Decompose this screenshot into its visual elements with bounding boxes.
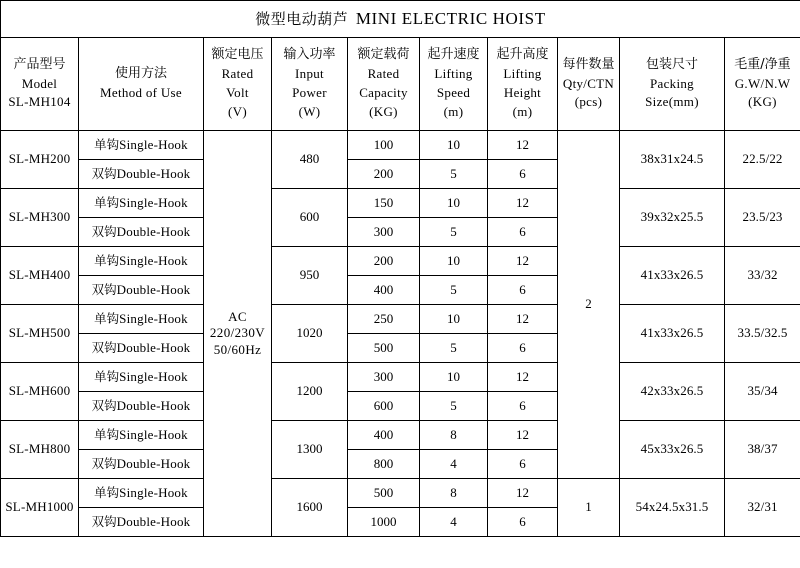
cell-method-double: 双钩Double-Hook <box>79 508 204 537</box>
voltage-line-2: 220/230V <box>209 325 266 341</box>
header-en-2: (pcs) <box>574 94 603 110</box>
column-header-method-of-use <box>79 38 204 131</box>
cell-lifting-height: 6 <box>488 508 558 537</box>
header-en-1: Rated <box>221 66 254 82</box>
header-en-1: Model <box>21 75 58 91</box>
header-en-1: G.W/N.W <box>734 75 791 91</box>
cell-method-single: 单钩Single-Hook <box>79 247 204 276</box>
cell-rated-volt <box>204 131 272 537</box>
cell-lifting-speed: 5 <box>420 160 488 189</box>
table-row <box>1 131 800 160</box>
cell-model: SL-MH200 <box>1 131 79 189</box>
cell-weight: 33/32 <box>725 247 800 305</box>
table-row <box>1 189 800 218</box>
cell-capacity: 200 <box>348 247 420 276</box>
cell-packing-size: 42x33x26.5 <box>620 363 725 421</box>
cell-lifting-height: 12 <box>488 247 558 276</box>
header-zh: 起升速度 <box>427 47 480 63</box>
cell-method-double: 双钩Double-Hook <box>79 392 204 421</box>
cell-lifting-height: 6 <box>488 334 558 363</box>
column-header-packing-size <box>620 38 725 131</box>
header-zh: 使用方法 <box>114 66 167 82</box>
column-header-model <box>1 38 79 131</box>
cell-capacity: 400 <box>348 276 420 305</box>
cell-method-single: 单钩Single-Hook <box>79 421 204 450</box>
cell-method-double: 双钩Double-Hook <box>79 334 204 363</box>
header-zh: 额定电压 <box>211 47 264 63</box>
header-en-1: Rated <box>367 66 400 82</box>
cell-packing-size: 38x31x24.5 <box>620 131 725 189</box>
header-en-2: Capacity <box>359 85 408 100</box>
header-zh: 输入功率 <box>283 47 336 63</box>
header-zh: 包装尺寸 <box>645 56 698 72</box>
cell-method-single: 单钩Single-Hook <box>79 363 204 392</box>
header-en-2: SL-MH104 <box>8 94 71 110</box>
cell-model: SL-MH800 <box>1 421 79 479</box>
cell-model: SL-MH1000 <box>1 479 79 537</box>
cell-lifting-height: 6 <box>488 276 558 305</box>
cell-capacity: 400 <box>348 421 420 450</box>
cell-input-power: 480 <box>272 131 348 189</box>
cell-capacity: 300 <box>348 218 420 247</box>
table-title <box>1 1 800 38</box>
column-header-lifting-height <box>488 38 558 131</box>
table-row <box>1 421 800 450</box>
header-en-3: (V) <box>228 103 247 119</box>
cell-qty-per-ctn: 2 <box>558 131 620 479</box>
cell-capacity: 150 <box>348 189 420 218</box>
column-header-lifting-speed <box>420 38 488 131</box>
cell-lifting-height: 12 <box>488 479 558 508</box>
cell-lifting-speed: 10 <box>420 247 488 276</box>
table-row <box>1 305 800 334</box>
header-en-3: (W) <box>298 103 321 119</box>
header-zh: 额定载荷 <box>357 47 410 63</box>
cell-lifting-speed: 10 <box>420 131 488 160</box>
cell-capacity: 250 <box>348 305 420 334</box>
cell-lifting-speed: 10 <box>420 363 488 392</box>
cell-lifting-height: 12 <box>488 189 558 218</box>
cell-lifting-height: 12 <box>488 363 558 392</box>
header-zh: 毛重/净重 <box>734 56 791 72</box>
column-header-rated-volt <box>204 38 272 131</box>
cell-weight: 38/37 <box>725 421 800 479</box>
cell-packing-size: 45x33x26.5 <box>620 421 725 479</box>
cell-method-single: 单钩Single-Hook <box>79 305 204 334</box>
header-en-2: Volt <box>226 85 249 100</box>
header-en-1: Qty/CTN <box>562 75 615 91</box>
cell-lifting-height: 12 <box>488 305 558 334</box>
cell-method-double: 双钩Double-Hook <box>79 276 204 305</box>
cell-lifting-speed: 8 <box>420 479 488 508</box>
column-header-rated-capacity <box>348 38 420 131</box>
cell-weight: 23.5/23 <box>725 189 800 247</box>
header-en-1: Input <box>295 66 324 82</box>
cell-packing-size: 39x32x25.5 <box>620 189 725 247</box>
cell-model: SL-MH300 <box>1 189 79 247</box>
cell-weight: 33.5/32.5 <box>725 305 800 363</box>
cell-input-power: 950 <box>272 247 348 305</box>
cell-model: SL-MH400 <box>1 247 79 305</box>
header-zh: 每件数量 <box>562 56 615 72</box>
title-en: MINI ELECTRIC HOIST <box>355 9 546 29</box>
cell-model: SL-MH500 <box>1 305 79 363</box>
cell-capacity: 800 <box>348 450 420 479</box>
cell-lifting-height: 6 <box>488 160 558 189</box>
header-en-2: Speed <box>436 85 471 100</box>
voltage-line-3: 50/60Hz <box>213 341 262 357</box>
header-en-3: (m) <box>512 103 533 119</box>
header-en-3: (m) <box>443 103 464 119</box>
cell-packing-size: 41x33x26.5 <box>620 305 725 363</box>
cell-input-power: 1600 <box>272 479 348 537</box>
cell-weight: 22.5/22 <box>725 131 800 189</box>
cell-input-power: 1020 <box>272 305 348 363</box>
cell-lifting-speed: 10 <box>420 189 488 218</box>
cell-packing-size: 41x33x26.5 <box>620 247 725 305</box>
cell-lifting-speed: 5 <box>420 218 488 247</box>
cell-lifting-speed: 4 <box>420 508 488 537</box>
cell-method-single: 单钩Single-Hook <box>79 189 204 218</box>
cell-lifting-speed: 5 <box>420 392 488 421</box>
header-row <box>1 38 800 131</box>
cell-method-double: 双钩Double-Hook <box>79 450 204 479</box>
cell-method-double: 双钩Double-Hook <box>79 160 204 189</box>
cell-capacity: 600 <box>348 392 420 421</box>
cell-input-power: 600 <box>272 189 348 247</box>
header-en-3: (KG) <box>369 103 398 119</box>
cell-input-power: 1300 <box>272 421 348 479</box>
header-en-1: Lifting <box>503 66 542 82</box>
header-zh: 起升高度 <box>496 47 549 63</box>
cell-lifting-speed: 8 <box>420 421 488 450</box>
header-zh: 产品型号 <box>13 56 66 72</box>
cell-capacity: 1000 <box>348 508 420 537</box>
cell-method-single: 单钩Single-Hook <box>79 131 204 160</box>
cell-packing-size: 54x24.5x31.5 <box>620 479 725 537</box>
cell-capacity: 100 <box>348 131 420 160</box>
cell-capacity: 200 <box>348 160 420 189</box>
cell-capacity: 300 <box>348 363 420 392</box>
cell-input-power: 1200 <box>272 363 348 421</box>
header-en-2: Size(mm) <box>645 94 699 110</box>
header-en-2: (KG) <box>748 94 777 110</box>
cell-qty-per-ctn: 1 <box>558 479 620 537</box>
column-header-gross-net-weight <box>725 38 800 131</box>
header-en-2: Power <box>292 85 327 100</box>
column-header-qty-per-ctn <box>558 38 620 131</box>
cell-weight: 35/34 <box>725 363 800 421</box>
column-header-input-power <box>272 38 348 131</box>
header-en-1: Method of Use <box>100 85 182 100</box>
title-row <box>1 1 800 38</box>
cell-lifting-speed: 10 <box>420 305 488 334</box>
cell-capacity: 500 <box>348 479 420 508</box>
cell-lifting-height: 12 <box>488 131 558 160</box>
table-row <box>1 479 800 508</box>
cell-weight: 32/31 <box>725 479 800 537</box>
cell-method-single: 单钩Single-Hook <box>79 479 204 508</box>
cell-lifting-height: 6 <box>488 218 558 247</box>
table-row <box>1 363 800 392</box>
table-row <box>1 247 800 276</box>
cell-lifting-speed: 5 <box>420 334 488 363</box>
header-en-2: Height <box>503 85 542 100</box>
cell-lifting-height: 6 <box>488 392 558 421</box>
cell-lifting-height: 6 <box>488 450 558 479</box>
title-zh: 微型电动葫芦 <box>255 10 349 29</box>
cell-model: SL-MH600 <box>1 363 79 421</box>
cell-lifting-speed: 4 <box>420 450 488 479</box>
cell-capacity: 500 <box>348 334 420 363</box>
cell-lifting-speed: 5 <box>420 276 488 305</box>
header-en-1: Lifting <box>434 66 473 82</box>
cell-method-double: 双钩Double-Hook <box>79 218 204 247</box>
cell-lifting-height: 12 <box>488 421 558 450</box>
header-en-1: Packing <box>650 75 694 91</box>
voltage-line-1: AC <box>228 309 247 325</box>
